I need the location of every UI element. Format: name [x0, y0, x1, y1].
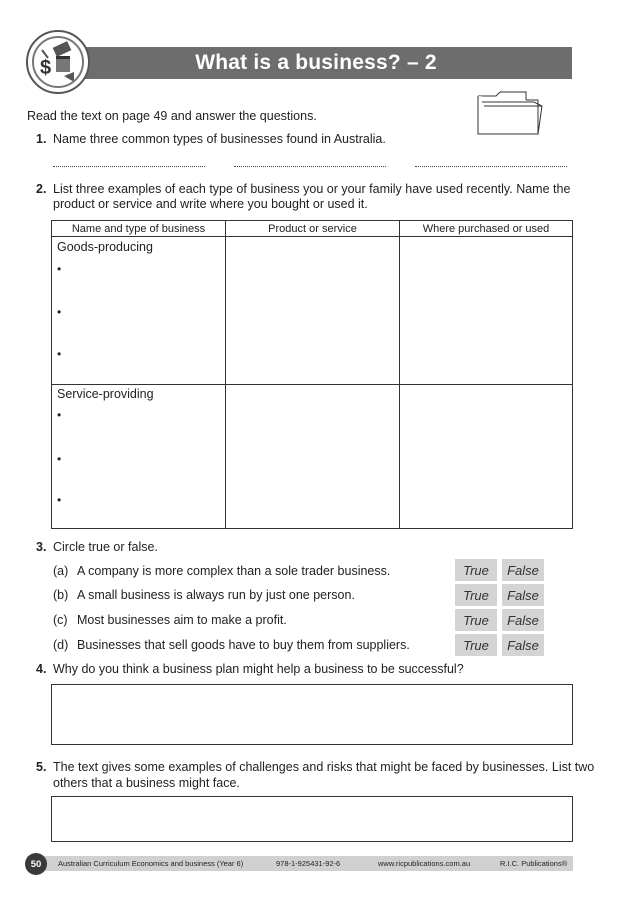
row-label-goods: Goods-producing — [57, 240, 153, 254]
q3c-false-button[interactable]: False — [502, 609, 544, 631]
q5-text-line1: The text gives some examples of challenges and risks that might be faced by businesses. List two — [53, 760, 595, 774]
q1-answer-line-2[interactable] — [234, 166, 386, 167]
q5-text-line2: others that a business might face. — [53, 776, 240, 790]
page-title — [60, 47, 572, 79]
q1-answer-line-1[interactable] — [53, 166, 205, 167]
folder-icon — [476, 90, 544, 138]
business-table — [51, 220, 573, 529]
bullet: • — [57, 262, 62, 276]
q3b-text: A small business is always run by just one person. — [77, 588, 355, 602]
page-title-text: What is a business? – 2 — [195, 51, 437, 74]
q3c-true-button[interactable]: True — [455, 609, 497, 631]
business-logo-icon-art — [34, 38, 82, 86]
bullet: • — [57, 452, 62, 466]
q4-answer-box[interactable] — [51, 684, 573, 745]
q2-number: 2. — [36, 182, 47, 196]
q3c-text: Most businesses aim to make a profit. — [77, 613, 287, 627]
footer-isbn: 978-1-925431-92-6 — [276, 859, 341, 868]
q3d-letter: (d) — [53, 638, 69, 652]
page-number: 50 — [25, 853, 47, 875]
q2-text-line1: List three examples of each type of business you or your family have used recently. Name the — [53, 182, 571, 196]
row-label-service: Service-providing — [57, 387, 154, 401]
intro-text: Read the text on page 49 and answer the questions. — [27, 109, 317, 123]
q1-number: 1. — [36, 132, 47, 146]
q3c-letter: (c) — [53, 613, 68, 627]
table-header-where: Where purchased or used — [422, 223, 550, 235]
q3d-text: Businesses that sell goods have to buy them from suppliers. — [77, 638, 410, 652]
q2-text-line2: product or service and write where you bought or used it. — [53, 197, 368, 211]
q3a-text: A company is more complex than a sole trader business. — [77, 564, 391, 578]
footer-url[interactable]: www.ricpublications.com.au — [378, 859, 471, 868]
bullet: • — [57, 347, 62, 361]
table-header-product: Product or service — [268, 223, 357, 235]
bullet: • — [57, 493, 62, 507]
q3b-false-button[interactable]: False — [502, 584, 544, 606]
table-header-name: Name and type of business — [71, 223, 206, 235]
q3b-letter: (b) — [53, 588, 69, 602]
q4-number: 4. — [36, 662, 47, 676]
q5-number: 5. — [36, 760, 47, 774]
footer-publisher: R.I.C. Publications® — [500, 859, 568, 868]
q1-text: Name three common types of businesses found in Australia. — [53, 132, 386, 146]
q3d-false-button[interactable]: False — [502, 634, 544, 656]
q1-answer-line-3[interactable] — [415, 166, 567, 167]
bullet: • — [57, 408, 62, 422]
q3a-letter: (a) — [53, 564, 69, 578]
q3b-true-button[interactable]: True — [455, 584, 497, 606]
q3a-true-button[interactable]: True — [455, 559, 497, 581]
q3-text: Circle true or false. — [53, 540, 158, 554]
footer-book-title: Australian Curriculum Economics and business (Year 6) — [58, 859, 244, 868]
q3a-false-button[interactable]: False — [502, 559, 544, 581]
q5-answer-box[interactable] — [51, 796, 573, 842]
svg-text:$: $ — [40, 57, 52, 79]
q4-text: Why do you think a business plan might help a business to be successful? — [53, 662, 464, 676]
business-logo-icon — [26, 30, 90, 94]
bullet: • — [57, 305, 62, 319]
logo-emblem — [32, 36, 84, 88]
q3d-true-button[interactable]: True — [455, 634, 497, 656]
q3-number: 3. — [36, 540, 47, 554]
